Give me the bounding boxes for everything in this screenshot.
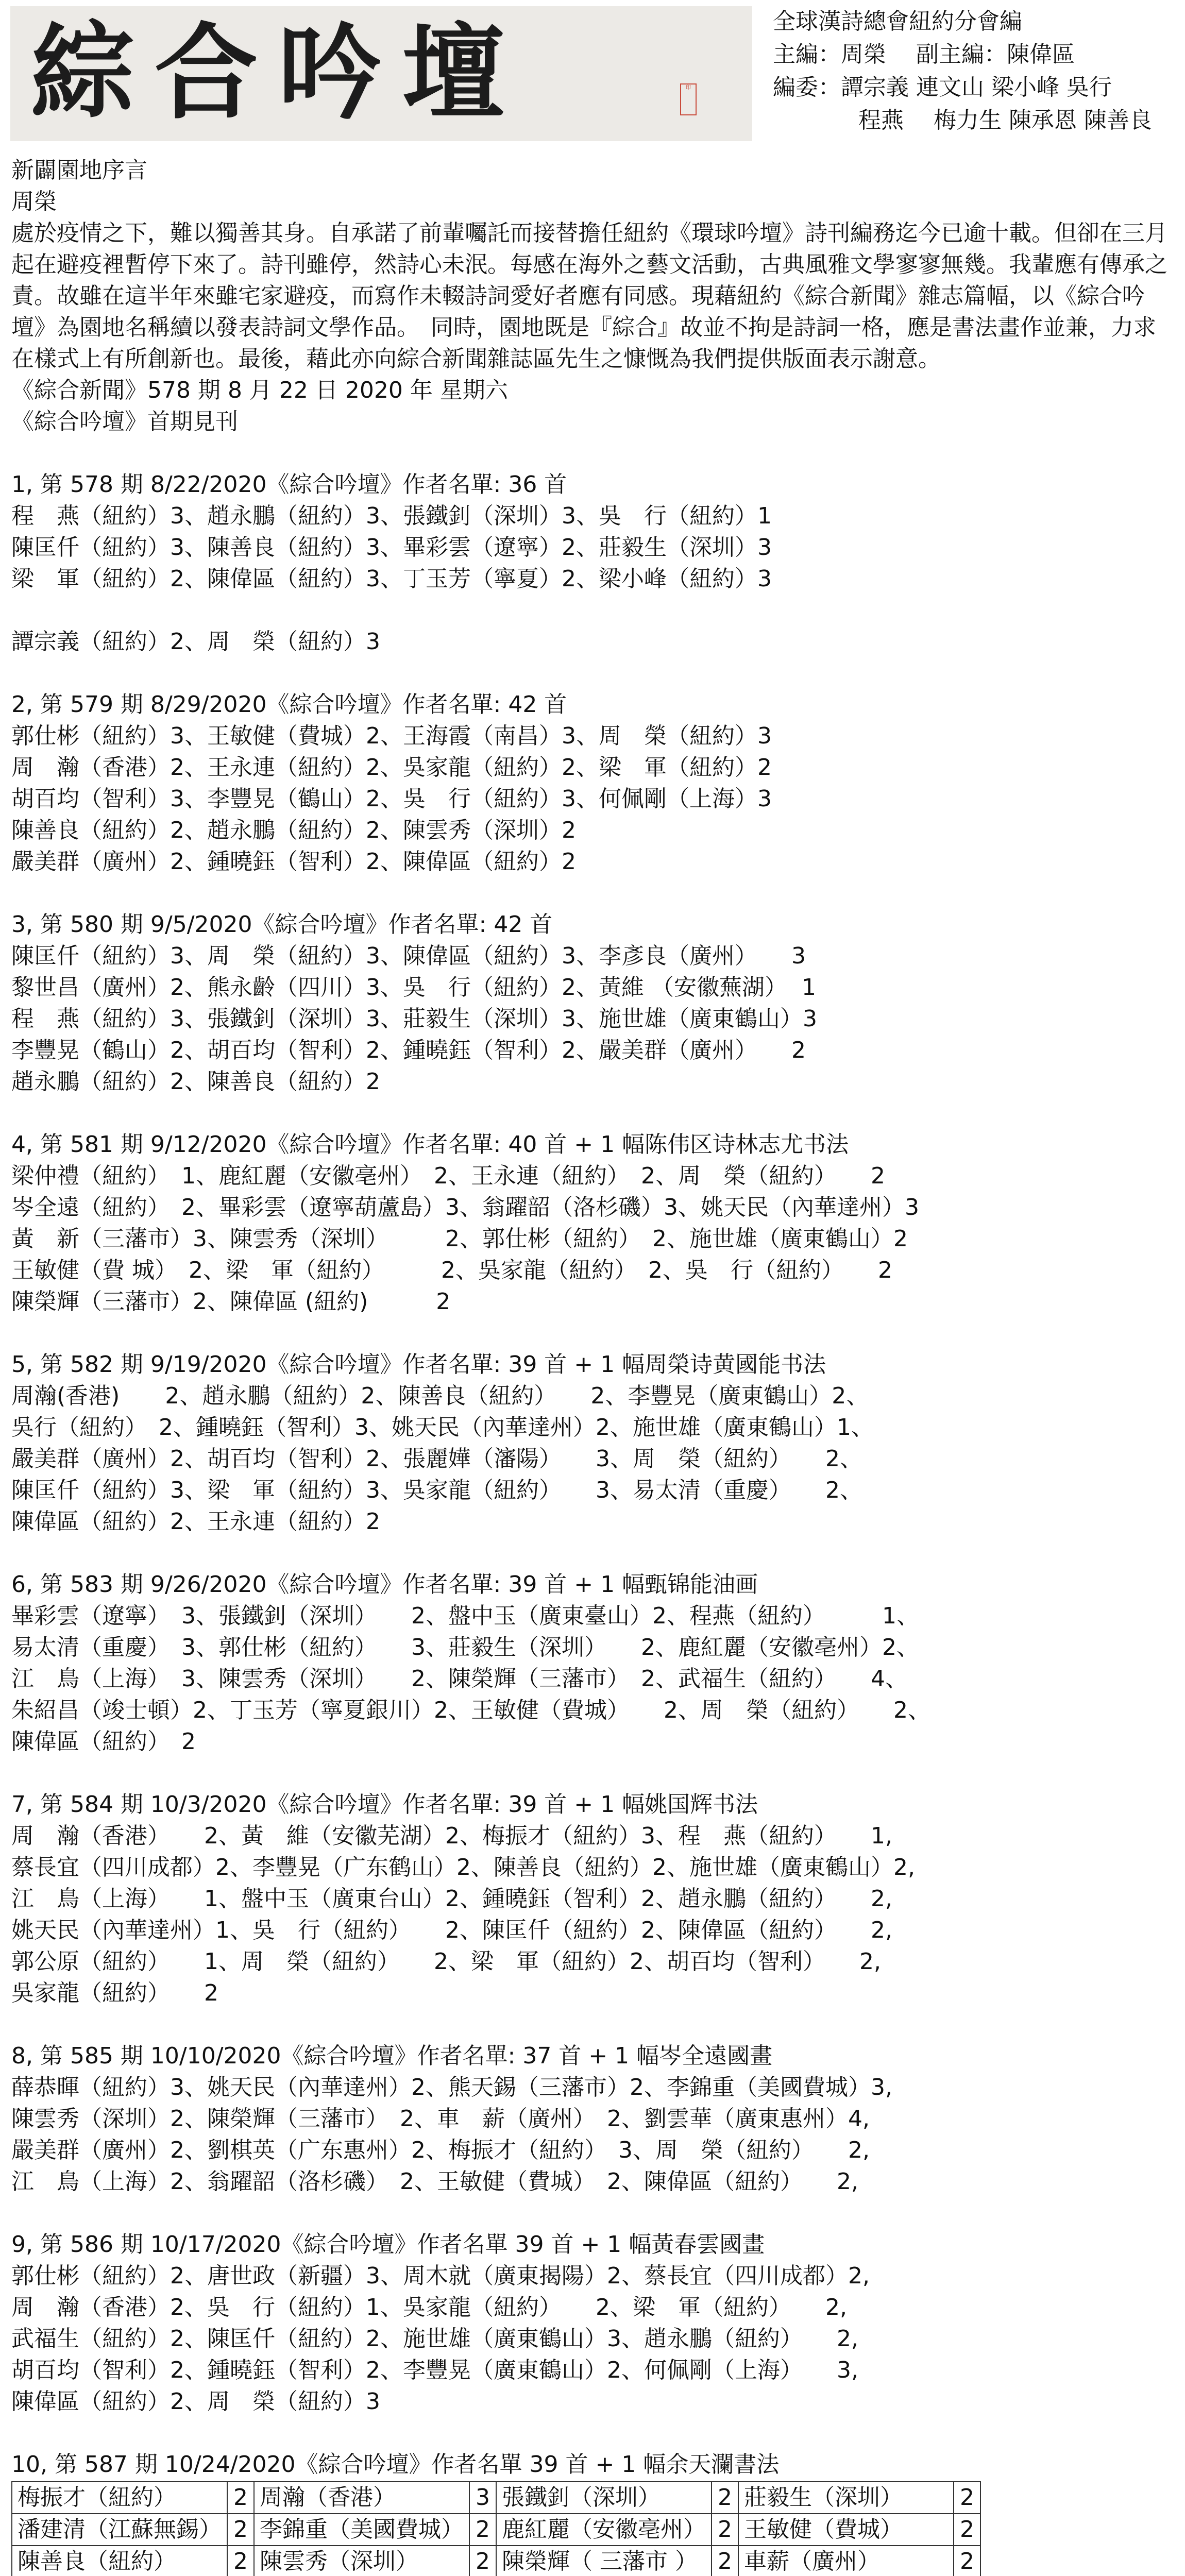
author-line: 譚宗義（紐約）2、周 榮（紐約）3 (11, 629, 380, 655)
poem-count-cell: 3 (469, 2482, 496, 2514)
author-line: 陳偉區（紐約）2、周 榮（紐約）3 (11, 2388, 380, 2415)
credit-line: 編委：譚宗義 連文山 梁小峰 吳行 (773, 74, 1112, 100)
author-line: 陳匡仟（紐約）3、陳善良（紐約）3、畢彩雲（遼寧）2、莊毅生（深圳）3 (11, 534, 772, 561)
author-cell: 梅振才（紐約） (12, 2482, 227, 2514)
author-line: 程 燕（紐約）3、張鐵釗（深圳）3、莊毅生（深圳）3、施世雄（廣東鶴山）3 (11, 1006, 817, 1032)
credit-line: 全球漢詩總會紐約分會編 (773, 8, 1022, 35)
author-cell: 潘建清（江蘇無錫） (12, 2514, 227, 2546)
author-cell: 莊毅生（深圳） (738, 2482, 954, 2514)
table-row (12, 2514, 980, 2546)
author-line: 王敏健（費 城） 2、梁 軍（紐約） 2、吳家龍（紐約） 2、吳 行（紐約） 2 (11, 1257, 892, 1283)
author-line: 李豐晃（鶴山）2、胡百均（智利）2、鍾曉鈺（智利）2、嚴美群（廣州） 2 (11, 1037, 806, 1063)
issue-heading: 1, 第 578 期 8/22/2020《綜合吟壇》作者名單: 36 首 (11, 471, 567, 498)
author-line: 易太清（重慶） 3、郭仕彬（紐約） 3、莊毅生（深圳） 2、鹿紅麗（安徽亳州）2、 (11, 1634, 919, 1660)
poem-count-cell: 2 (954, 2546, 980, 2576)
author-line: 陳榮輝（三藩市）2、陳偉區 (紐約) 2 (11, 1289, 451, 1315)
poem-count-cell: 2 (227, 2514, 254, 2546)
author-line: 陳匡仟（紐約）3、梁 軍（紐約）3、吳家龍（紐約） 3、易太清（重慶） 2、 (11, 1477, 862, 1503)
author-line: 周 瀚（香港） 2、黃 維（安徽芜湖）2、梅振才（紐約）3、程 燕（紐約） 1, (11, 1823, 892, 1849)
author-line: 陳偉區（紐約）2、王永連（紐約）2 (11, 1509, 380, 1535)
author-line: 嚴美群（廣州）2、鍾曉鈺（智利）2、陳偉區（紐約）2 (11, 849, 576, 875)
table-row (12, 2546, 980, 2576)
author-line: 黃 新（三藩市）3、陳雲秀（深圳） 2、郭仕彬（紐約） 2、施世雄（廣東鶴山）2 (11, 1226, 908, 1252)
author-line: 陳善良（紐約）2、趙永鵬（紐約）2、陳雲秀（深圳）2 (11, 817, 576, 843)
issue-heading: 2, 第 579 期 8/29/2020《綜合吟壇》作者名單: 42 首 (11, 691, 567, 718)
intro-body: 處於疫情之下，難以獨善其身。自承諾了前輩囑託而接替擔任紐約《環球吟壇》詩刊編務迄今已逾十載。但卻在三月起在避疫裡暫停下來了。詩刊雖停，然詩心未泯。每感在海外之藝文活動，古典風雅文學寥寥無幾。我輩應有傳承之責。故雖在這半年來雖宅家避疫，而寫作未輟詩詞愛好者應有同感。現藉紐約《綜合新聞》雜志篇幅，以《綜合吟壇》為園地名稱續以發表詩詞文學作品。 同時，園地既是『綜合』故並不拘是詩詞一格，應是書法畫作並兼，力求在樣式上有所創新也。最後，藉此亦向綜合新聞雜誌區先生之慷慨為我們提供版面表示謝意。 (11, 220, 1167, 372)
author-line: 江 鳥（上海） 1、盤中玉（廣東台山）2、鍾曉鈺（智利）2、趙永鵬（紐約） 2, (11, 1886, 892, 1912)
intro-issue: 《綜合新聞》578 期 8 月 22 日 2020 年 星期六 (11, 377, 508, 403)
author-line: 梁仲禮（紐約） 1、鹿紅麗（安徽亳州） 2、王永連（紐約） 2、周 榮（紐約） 2 (11, 1163, 885, 1189)
author-line: 薛恭暉（紐約）3、姚天民（內華達州）2、熊天錫（三藩市）2、李錦重（美國費城）3, (11, 2074, 892, 2100)
poem-count-cell: 2 (469, 2546, 496, 2576)
author-line: 朱紹昌（竣士頓）2、丁玉芳（寧夏銀川）2、王敏健（費城） 2、周 榮（紐約） 2、 (11, 1697, 930, 1723)
author-line: 周 瀚（香港）2、吳 行（紐約）1、吳家龍（紐約） 2、梁 軍（紐約） 2, (11, 2294, 847, 2320)
author-line: 程 燕（紐約）3、趙永鵬（紐約）3、張鐵釗（深圳）3、吳 行（紐約）1 (11, 503, 772, 529)
author-cell: 車薪（廣州） (738, 2546, 954, 2576)
author-line: 嚴美群（廣州）2、劉棋英（广东惠州）2、梅振才（紐約） 3、周 榮（紐約） 2, (11, 2137, 870, 2163)
poem-count-cell: 2 (712, 2482, 738, 2514)
issue-heading: 7, 第 584 期 10/3/2020《綜合吟壇》作者名單: 39 首 + 1 幅姚国辉书法 (11, 1791, 758, 1818)
red-seal-stamp: 印 (680, 83, 697, 115)
author-line: 郭公原（紐約） 1、周 榮（紐約） 2、梁 軍（紐約）2、胡百均（智利） 2, (11, 1948, 881, 1975)
author-table (11, 2481, 981, 2576)
author-line: 蔡長宜（四川成都）2、李豐晃（广东鹤山）2、陳善良（紐約）2、施世雄（廣東鶴山）2, (11, 1854, 915, 1880)
masthead (0, 0, 1185, 149)
poem-count-cell: 2 (712, 2514, 738, 2546)
author-table-sections (11, 2449, 1174, 2576)
author-line: 嚴美群（廣州）2、胡百均（智利）2、張麗嬅（瀋陽） 3、周 榮（紐約） 2、 (11, 1446, 862, 1472)
issue-heading: 6, 第 583 期 9/26/2020《綜合吟壇》作者名單: 39 首 + 1 幅甄锦能油画 (11, 1571, 758, 1598)
author-line: 武福生（紐約）2、陳匡仟（紐約）2、施世雄（廣東鶴山）3、趙永鵬（紐約） 2, (11, 2326, 858, 2352)
calligraphy-title: 綜合吟壇 (31, 12, 526, 133)
poem-count-cell: 2 (227, 2482, 254, 2514)
author-line: 周 瀚（香港）2、王永連（紐約）2、吳家龍（紐約）2、梁 軍（紐約）2 (11, 754, 772, 781)
author-cell: 周瀚（香港） (254, 2482, 469, 2514)
credit-line: 程燕 梅力生 陳承恩 陳善良 (858, 107, 1152, 133)
author-line: 吳行（紐約） 2、鍾曉鈺（智利）3、姚天民（內華達州）2、施世雄（廣東鶴山）1、 (11, 1414, 874, 1440)
author-line: 姚天民（內華達州）1、吳 行（紐約） 2、陳匡仟（紐約）2、陳偉區（紐約） 2, (11, 1917, 892, 1943)
author-line: 黎世昌（廣州）2、熊永齡（四川）3、吳 行（紐約）2、黃維 （安徽蕪湖） 1 (11, 974, 816, 1001)
intro-title: 新闢園地序言 (11, 157, 147, 183)
author-line: 郭仕彬（紐約）3、王敏健（費城）2、王海霞（南昌）3、周 榮（紐約）3 (11, 723, 772, 749)
issue-heading: 5, 第 582 期 9/19/2020《綜合吟壇》作者名單: 39 首 + 1 幅周榮诗黄國能书法 (11, 1351, 826, 1378)
author-cell: 陳善良（紐約） (12, 2546, 227, 2576)
issue-heading: 9, 第 586 期 10/17/2020《綜合吟壇》作者名單 39 首 + 1 幅黃春雲國畫 (11, 2231, 765, 2258)
author-line: 江 鳥（上海） 3、陳雲秀（深圳） 2、陳榮輝（三藩市） 2、武福生（紐約） 4、 (11, 1666, 908, 1692)
poem-count-cell: 2 (469, 2514, 496, 2546)
author-line: 畢彩雲（遼寧） 3、張鐵釗（深圳） 2、盤中玉（廣東臺山）2、程燕（紐約） 1、 (11, 1603, 919, 1629)
poem-count-cell: 2 (227, 2546, 254, 2576)
author-cell: 陳雲秀（深圳） (254, 2546, 469, 2576)
author-line: 胡百均（智利）2、鍾曉鈺（智利）2、李豐晃（廣東鶴山）2、何佩剛（上海） 3, (11, 2357, 858, 2383)
issue-heading: 10, 第 587 期 10/24/2020《綜合吟壇》作者名單 39 首 + 1 幅余天瀾書法 (11, 2451, 780, 2478)
author-line: 趙永鵬（紐約）2、陳善良（紐約）2 (11, 1069, 380, 1095)
editorial-credits (773, 5, 1152, 137)
author-list-sections (11, 469, 1174, 2449)
author-line: 郭仕彬（紐約）2、唐世政（新疆）3、周木就（廣東揭陽）2、蔡長宜（四川成都）2, (11, 2263, 870, 2289)
author-line: 周瀚(香港) 2、趙永鵬（紐約）2、陳善良（紐約） 2、李豐晃（廣東鶴山）2、 (11, 1383, 869, 1409)
credit-line: 主編：周榮 副主編：陳偉區 (773, 41, 1075, 67)
poem-count-cell: 2 (954, 2482, 980, 2514)
author-line: 梁 軍（紐約）2、陳偉區（紐約）3、丁玉芳（寧夏）2、梁小峰（紐約）3 (11, 566, 772, 592)
author-line: 陳偉區（紐約） 2 (11, 1728, 196, 1755)
blank-line (11, 595, 1174, 626)
author-line: 陳雲秀（深圳）2、陳榮輝（三藩市） 2、車 薪（廣州） 2、劉雲華（廣東惠州）4, (11, 2106, 870, 2132)
issue-heading: 8, 第 585 期 10/10/2020《綜合吟壇》作者名單: 37 首 + 1 幅岑全遠國畫 (11, 2043, 773, 2069)
poem-count-cell: 2 (954, 2514, 980, 2546)
calligraphy-banner (10, 6, 752, 141)
article-content (11, 155, 1174, 2576)
author-cell: 李錦重（美國費城） (254, 2514, 469, 2546)
author-cell: 王敏健（費城） (738, 2514, 954, 2546)
author-line: 江 鳥（上海）2、翁躍韶（洛杉磯） 2、王敏健（費城） 2、陳偉區（紐約） 2, (11, 2168, 858, 2195)
author-cell: 張鐵釗（深圳） (496, 2482, 712, 2514)
author-line: 胡百均（智利）3、李豐晃（鶴山）2、吳 行（紐約）3、何佩剛（上海）3 (11, 786, 772, 812)
author-line: 岑全遠（紐約） 2、畢彩雲（遼寧葫蘆島）3、翁躍韶（洛杉磯）3、姚天民（內華達州）3 (11, 1194, 919, 1221)
table-row (12, 2482, 980, 2514)
author-line: 陳匡仟（紐約）3、周 榮（紐約）3、陳偉區（紐約）3、李彥良（廣州） 3 (11, 943, 806, 969)
author-line: 吳家龍（紐約） 2 (11, 1980, 218, 2006)
intro-author: 周榮 (11, 189, 57, 215)
intro-first-issue: 《綜合吟壇》首期見刊 (11, 409, 238, 435)
issue-heading: 4, 第 581 期 9/12/2020《綜合吟壇》作者名單: 40 首 + 1 幅陈伟区诗林志尤书法 (11, 1131, 849, 1158)
issue-heading: 3, 第 580 期 9/5/2020《綜合吟壇》作者名單: 42 首 (11, 911, 553, 938)
author-cell: 陳榮輝（ 三藩市 ） (496, 2546, 712, 2576)
poem-count-cell: 2 (712, 2546, 738, 2576)
author-cell: 鹿紅麗（安徽亳州） (496, 2514, 712, 2546)
